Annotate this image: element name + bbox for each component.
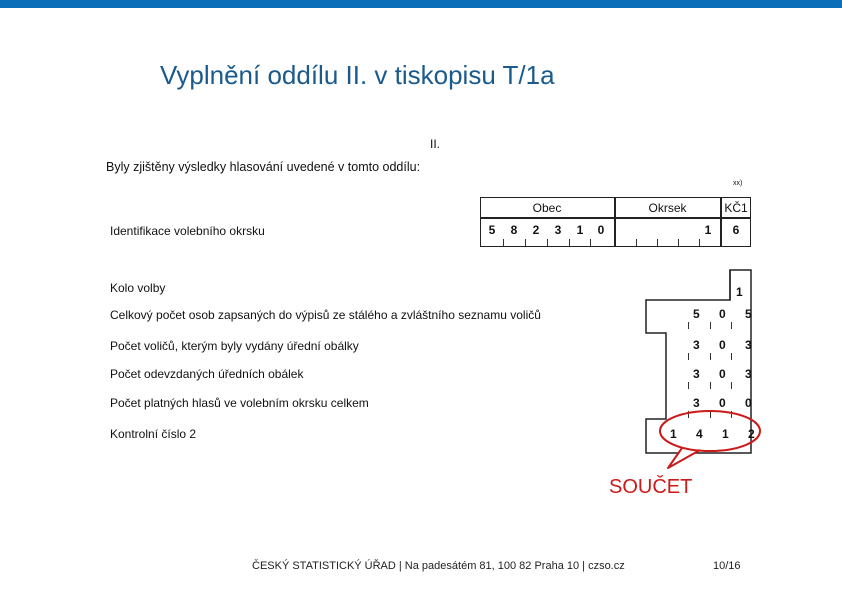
row-value: 3 0 3: [693, 338, 760, 352]
row-value: 3 0 3: [693, 367, 760, 381]
page-number: 10/16: [713, 560, 741, 572]
obec-digit: 2: [532, 223, 540, 237]
row-value: 1 4 1 2: [670, 427, 763, 441]
row-value: 3 0 0: [693, 396, 760, 410]
section-intro: Byly zjištěny výsledky hlasování uvedené v tomto oddílu:: [106, 160, 421, 174]
page-title: Vyplnění oddílu II. v tiskopisu T/1a: [160, 60, 555, 90]
row-label: Počet voličů, kterým byly vydány úřední obálky: [110, 339, 359, 353]
obec-digit: 1: [576, 223, 584, 237]
kc1-digit: 6: [732, 223, 740, 237]
okrsek-digit: 1: [704, 223, 712, 237]
obec-digit: 8: [510, 223, 518, 237]
obec-digit: 3: [554, 223, 562, 237]
section-numeral: II.: [430, 137, 441, 151]
footnote-mark: xx): [733, 180, 743, 187]
identification-label: Identifikace volebního okrsku: [110, 224, 265, 238]
header-obec: Obec: [532, 201, 562, 215]
footer-org: ČESKÝ STATISTICKÝ ÚŘAD | Na padesátém 81, 100 82 Praha 10 | czso.cz: [252, 560, 625, 572]
row-label: Počet odevzdaných úředních obálek: [110, 367, 304, 381]
row-label: Celkový počet osob zapsaných do výpisů ze stálého a zvláštního seznamu voličů: [110, 308, 541, 322]
row-label: Kontrolní číslo 2: [110, 427, 197, 441]
row-label: Počet platných hlasů ve volebním okrsku celkem: [110, 396, 369, 410]
obec-digit: 0: [597, 223, 605, 237]
row-label: Kolo volby: [110, 281, 166, 295]
row-value: 1: [736, 285, 743, 299]
soucet-annotation: SOUČET: [609, 476, 693, 498]
header-kc1: KČ1: [724, 201, 748, 215]
obec-digit: 5: [488, 223, 496, 237]
row-value: 5 0 5: [693, 307, 760, 321]
header-okrsek: Okrsek: [648, 201, 687, 215]
